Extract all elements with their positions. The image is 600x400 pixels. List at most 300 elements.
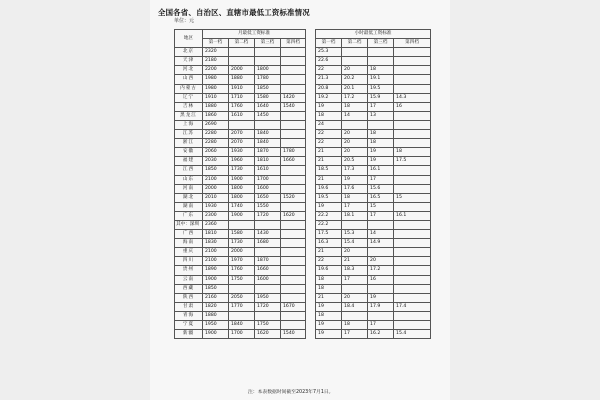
region-cell: 山西	[175, 75, 203, 84]
monthly-tier-1-cell: 1810	[203, 230, 229, 239]
column-gap	[306, 230, 316, 239]
region-cell: 安徽	[175, 148, 203, 157]
hourly-tier-3-cell: 20	[368, 257, 394, 266]
hourly-tier-1-cell: 18	[316, 111, 342, 120]
header-monthly: 月最低工资标准	[203, 30, 306, 39]
hourly-tier-4-cell	[394, 257, 431, 266]
monthly-tier-2-cell: 1800	[229, 193, 255, 202]
column-gap	[306, 84, 316, 93]
hourly-tier-2-cell: 18.1	[342, 211, 368, 220]
monthly-tier-2-cell: 1700	[229, 330, 255, 339]
monthly-tier-2-cell: 1730	[229, 239, 255, 248]
monthly-tier-1-cell: 1980	[203, 75, 229, 84]
hourly-tier-4-cell: 15	[394, 193, 431, 202]
hourly-tier-3-cell: 17	[368, 175, 394, 184]
monthly-tier-2-cell	[229, 120, 255, 129]
monthly-tier-1-cell: 2100	[203, 257, 229, 266]
monthly-tier-4-cell: 1520	[281, 193, 306, 202]
hourly-tier-4-cell	[394, 66, 431, 75]
monthly-tier-1-cell: 2100	[203, 175, 229, 184]
hourly-tier-2-cell: 18	[342, 102, 368, 111]
monthly-tier-3-cell: 1640	[255, 102, 281, 111]
hourly-tier-2-cell: 20.5	[342, 157, 368, 166]
hourly-tier-4-cell: 14.3	[394, 93, 431, 102]
hourly-tier-4-cell	[394, 166, 431, 175]
hourly-tier-3-cell: 19.5	[368, 84, 394, 93]
monthly-tier-3-cell	[255, 311, 281, 320]
table-row	[175, 184, 431, 193]
hourly-tier-4-cell: 16.1	[394, 211, 431, 220]
column-gap	[306, 175, 316, 184]
hourly-tier-3-cell: 18	[368, 130, 394, 139]
column-gap	[306, 211, 316, 220]
monthly-tier-3-cell: 1450	[255, 111, 281, 120]
hourly-tier-1-cell: 17.5	[316, 230, 342, 239]
hourly-tier-4-cell	[394, 184, 431, 193]
monthly-tier-4-cell	[281, 257, 306, 266]
monthly-tier-3-cell: 1600	[255, 275, 281, 284]
table-row	[175, 211, 431, 220]
table-body	[175, 48, 431, 339]
hourly-tier-3-cell: 19	[368, 157, 394, 166]
column-gap	[306, 130, 316, 139]
table-row	[175, 266, 431, 275]
region-cell: 贵州	[175, 266, 203, 275]
monthly-tier-2-cell: 1730	[229, 166, 255, 175]
monthly-tier-3-cell: 1870	[255, 148, 281, 157]
monthly-tier-2-cell: 1710	[229, 93, 255, 102]
header-monthly-tier-2: 第二档	[229, 39, 255, 48]
hourly-tier-1-cell: 22.2	[316, 220, 342, 229]
monthly-tier-4-cell	[281, 184, 306, 193]
table-row	[175, 275, 431, 284]
monthly-tier-3-cell: 1870	[255, 257, 281, 266]
monthly-tier-1-cell: 2100	[203, 248, 229, 257]
hourly-tier-4-cell: 18	[394, 148, 431, 157]
table-row	[175, 175, 431, 184]
region-cell: 广东	[175, 211, 203, 220]
monthly-tier-1-cell: 2200	[203, 66, 229, 75]
table-row	[175, 202, 431, 211]
header-hourly-tier-4: 第四档	[394, 39, 431, 48]
hourly-tier-2-cell: 19	[342, 175, 368, 184]
monthly-tier-3-cell	[255, 48, 281, 57]
monthly-tier-1-cell: 2060	[203, 148, 229, 157]
table-row	[175, 130, 431, 139]
monthly-tier-2-cell: 1770	[229, 302, 255, 311]
table-row	[175, 330, 431, 339]
monthly-tier-2-cell	[229, 284, 255, 293]
region-cell: 辽宁	[175, 93, 203, 102]
monthly-tier-4-cell: 1540	[281, 102, 306, 111]
hourly-tier-1-cell: 19.5	[316, 193, 342, 202]
hourly-tier-3-cell: 17	[368, 102, 394, 111]
table-row	[175, 302, 431, 311]
region-cell: 湖南	[175, 202, 203, 211]
hourly-tier-4-cell	[394, 75, 431, 84]
monthly-tier-3-cell: 1650	[255, 193, 281, 202]
hourly-tier-3-cell: 16.2	[368, 330, 394, 339]
table-row	[175, 93, 431, 102]
hourly-tier-1-cell: 19	[316, 102, 342, 111]
unit-label: 单位：元	[174, 18, 195, 24]
monthly-tier-2-cell: 1750	[229, 275, 255, 284]
hourly-tier-3-cell	[368, 220, 394, 229]
table-row	[175, 321, 431, 330]
region-cell: 新疆	[175, 330, 203, 339]
region-cell: 北京	[175, 48, 203, 57]
monthly-tier-1-cell: 1860	[203, 111, 229, 120]
region-cell: 黑龙江	[175, 111, 203, 120]
monthly-tier-1-cell: 1910	[203, 93, 229, 102]
hourly-tier-1-cell: 21	[316, 293, 342, 302]
monthly-tier-4-cell	[281, 120, 306, 129]
monthly-tier-4-cell: 1540	[281, 330, 306, 339]
hourly-tier-4-cell	[394, 284, 431, 293]
column-gap	[306, 30, 316, 48]
monthly-tier-3-cell: 1720	[255, 211, 281, 220]
hourly-tier-1-cell: 25.3	[316, 48, 342, 57]
column-gap	[306, 166, 316, 175]
table-row	[175, 102, 431, 111]
monthly-tier-1-cell: 1880	[203, 311, 229, 320]
header-hourly: 小时最低工资标准	[316, 30, 431, 39]
monthly-tier-4-cell	[281, 248, 306, 257]
hourly-tier-4-cell	[394, 111, 431, 120]
table-row	[175, 166, 431, 175]
table-row	[175, 139, 431, 148]
region-cell: 浙江	[175, 139, 203, 148]
region-cell: 天津	[175, 57, 203, 66]
header-hourly-tier-1: 第一档	[316, 39, 342, 48]
table-row	[175, 193, 431, 202]
header-monthly-tier-3: 第三档	[255, 39, 281, 48]
region-cell: 福建	[175, 157, 203, 166]
hourly-tier-4-cell	[394, 293, 431, 302]
header-monthly-tier-1: 第一档	[203, 39, 229, 48]
monthly-tier-3-cell: 1950	[255, 293, 281, 302]
hourly-tier-1-cell: 21.3	[316, 75, 342, 84]
hourly-tier-4-cell	[394, 230, 431, 239]
region-cell: 湖北	[175, 193, 203, 202]
table-row	[175, 57, 431, 66]
hourly-tier-3-cell: 19.1	[368, 75, 394, 84]
hourly-tier-2-cell: 18	[342, 321, 368, 330]
region-cell: 吉林	[175, 102, 203, 111]
hourly-tier-1-cell: 19	[316, 330, 342, 339]
footnote: 注：本表数据时间截至2023年7月1日。	[248, 390, 334, 395]
hourly-tier-3-cell	[368, 311, 394, 320]
region-cell: 青海	[175, 311, 203, 320]
monthly-tier-1-cell: 1930	[203, 202, 229, 211]
region-cell: 重庆	[175, 248, 203, 257]
hourly-tier-3-cell: 17.9	[368, 302, 394, 311]
hourly-tier-2-cell: 17	[342, 275, 368, 284]
monthly-tier-1-cell: 1900	[203, 275, 229, 284]
hourly-tier-2-cell: 20.2	[342, 75, 368, 84]
hourly-tier-3-cell: 17.2	[368, 266, 394, 275]
hourly-tier-2-cell: 17	[342, 330, 368, 339]
column-gap	[306, 266, 316, 275]
hourly-tier-1-cell: 21	[316, 157, 342, 166]
region-cell: 海南	[175, 239, 203, 248]
monthly-tier-3-cell: 1550	[255, 202, 281, 211]
monthly-tier-1-cell: 2320	[203, 48, 229, 57]
monthly-tier-2-cell: 1880	[229, 75, 255, 84]
column-gap	[306, 275, 316, 284]
hourly-tier-1-cell: 22.6	[316, 57, 342, 66]
hourly-tier-3-cell: 19	[368, 293, 394, 302]
hourly-tier-2-cell: 15.4	[342, 239, 368, 248]
monthly-tier-4-cell	[281, 84, 306, 93]
region-cell: 内蒙古	[175, 84, 203, 93]
hourly-tier-4-cell	[394, 175, 431, 184]
monthly-tier-4-cell	[281, 220, 306, 229]
hourly-tier-3-cell: 17	[368, 211, 394, 220]
monthly-tier-2-cell: 1910	[229, 84, 255, 93]
hourly-tier-4-cell	[394, 84, 431, 93]
column-gap	[306, 184, 316, 193]
hourly-tier-4-cell	[394, 248, 431, 257]
hourly-tier-3-cell: 18	[368, 66, 394, 75]
hourly-tier-1-cell: 18	[316, 311, 342, 320]
monthly-tier-3-cell: 1620	[255, 330, 281, 339]
table-row	[175, 248, 431, 257]
hourly-tier-3-cell: 17	[368, 321, 394, 330]
column-gap	[306, 157, 316, 166]
region-cell: 西藏	[175, 284, 203, 293]
monthly-tier-3-cell: 1680	[255, 239, 281, 248]
table-row	[175, 75, 431, 84]
hourly-tier-3-cell: 14.9	[368, 239, 394, 248]
monthly-tier-3-cell: 1700	[255, 175, 281, 184]
monthly-tier-2-cell: 1960	[229, 157, 255, 166]
hourly-tier-1-cell: 21	[316, 175, 342, 184]
monthly-tier-2-cell: 1930	[229, 148, 255, 157]
hourly-tier-4-cell	[394, 321, 431, 330]
monthly-tier-4-cell	[281, 202, 306, 211]
hourly-tier-1-cell: 21	[316, 248, 342, 257]
column-gap	[306, 321, 316, 330]
column-gap	[306, 193, 316, 202]
table-row	[175, 84, 431, 93]
monthly-tier-3-cell: 1800	[255, 66, 281, 75]
hourly-tier-4-cell	[394, 266, 431, 275]
hourly-tier-1-cell: 20.8	[316, 84, 342, 93]
hourly-tier-3-cell: 16	[368, 275, 394, 284]
hourly-tier-1-cell: 21	[316, 148, 342, 157]
hourly-tier-1-cell: 16.3	[316, 239, 342, 248]
column-gap	[306, 257, 316, 266]
monthly-tier-4-cell	[281, 311, 306, 320]
monthly-tier-3-cell: 1840	[255, 130, 281, 139]
hourly-tier-2-cell: 20	[342, 66, 368, 75]
monthly-tier-4-cell	[281, 75, 306, 84]
monthly-tier-2-cell: 2000	[229, 248, 255, 257]
hourly-tier-4-cell	[394, 120, 431, 129]
hourly-tier-3-cell: 16.5	[368, 193, 394, 202]
hourly-tier-2-cell: 20	[342, 130, 368, 139]
monthly-tier-1-cell: 1950	[203, 321, 229, 330]
monthly-tier-4-cell: 1620	[281, 211, 306, 220]
column-gap	[306, 75, 316, 84]
hourly-tier-1-cell: 24	[316, 120, 342, 129]
hourly-tier-3-cell	[368, 248, 394, 257]
monthly-tier-4-cell	[281, 175, 306, 184]
monthly-tier-1-cell: 1820	[203, 302, 229, 311]
hourly-tier-2-cell: 20	[342, 139, 368, 148]
hourly-tier-2-cell	[342, 48, 368, 57]
table-row	[175, 239, 431, 248]
monthly-tier-4-cell: 1660	[281, 157, 306, 166]
region-cell: 江苏	[175, 130, 203, 139]
document-title: 全国各省、自治区、直辖市最低工资标准情况	[158, 8, 310, 17]
hourly-tier-3-cell: 15.9	[368, 93, 394, 102]
monthly-tier-1-cell: 2360	[203, 220, 229, 229]
hourly-tier-1-cell: 22.2	[316, 211, 342, 220]
hourly-tier-3-cell: 19	[368, 148, 394, 157]
monthly-tier-1-cell: 2690	[203, 120, 229, 129]
hourly-tier-3-cell	[368, 120, 394, 129]
monthly-tier-1-cell: 1890	[203, 266, 229, 275]
monthly-tier-3-cell	[255, 220, 281, 229]
hourly-tier-4-cell	[394, 130, 431, 139]
hourly-tier-1-cell: 22	[316, 66, 342, 75]
monthly-tier-3-cell: 1660	[255, 266, 281, 275]
region-cell: 河南	[175, 184, 203, 193]
hourly-tier-3-cell	[368, 57, 394, 66]
monthly-tier-3-cell: 1810	[255, 157, 281, 166]
hourly-tier-3-cell: 15.6	[368, 184, 394, 193]
hourly-tier-4-cell	[394, 311, 431, 320]
column-gap	[306, 330, 316, 339]
region-cell: 广西	[175, 230, 203, 239]
monthly-tier-4-cell	[281, 57, 306, 66]
monthly-tier-1-cell: 2000	[203, 184, 229, 193]
table-row	[175, 293, 431, 302]
monthly-tier-4-cell	[281, 130, 306, 139]
hourly-tier-2-cell	[342, 220, 368, 229]
monthly-tier-3-cell: 1840	[255, 139, 281, 148]
region-cell: 河北	[175, 66, 203, 75]
table-row	[175, 257, 431, 266]
header-hourly-tier-2: 第二档	[342, 39, 368, 48]
hourly-tier-1-cell: 19.6	[316, 266, 342, 275]
monthly-tier-2-cell	[229, 220, 255, 229]
table-row	[175, 66, 431, 75]
column-gap	[306, 57, 316, 66]
monthly-tier-1-cell: 1850	[203, 284, 229, 293]
monthly-tier-1-cell: 2280	[203, 130, 229, 139]
monthly-tier-2-cell: 1760	[229, 102, 255, 111]
column-gap	[306, 302, 316, 311]
monthly-tier-2-cell: 1610	[229, 111, 255, 120]
hourly-tier-2-cell	[342, 311, 368, 320]
monthly-tier-4-cell	[281, 284, 306, 293]
hourly-tier-1-cell: 19.2	[316, 93, 342, 102]
monthly-tier-2-cell: 1900	[229, 175, 255, 184]
monthly-tier-1-cell: 1880	[203, 102, 229, 111]
hourly-tier-2-cell: 21	[342, 257, 368, 266]
monthly-tier-1-cell: 1900	[203, 330, 229, 339]
monthly-tier-2-cell: 2050	[229, 293, 255, 302]
hourly-tier-4-cell	[394, 48, 431, 57]
table-row	[175, 284, 431, 293]
monthly-tier-3-cell	[255, 120, 281, 129]
monthly-tier-3-cell: 1610	[255, 166, 281, 175]
monthly-tier-3-cell: 1720	[255, 302, 281, 311]
hourly-tier-4-cell	[394, 275, 431, 284]
monthly-tier-4-cell	[281, 266, 306, 275]
hourly-tier-2-cell	[342, 57, 368, 66]
monthly-tier-4-cell	[281, 293, 306, 302]
monthly-tier-2-cell: 2070	[229, 130, 255, 139]
column-gap	[306, 202, 316, 211]
hourly-tier-1-cell: 22	[316, 257, 342, 266]
monthly-tier-2-cell: 1840	[229, 321, 255, 330]
monthly-tier-3-cell: 1750	[255, 321, 281, 330]
table-row	[175, 148, 431, 157]
hourly-tier-4-cell: 16	[394, 102, 431, 111]
monthly-tier-4-cell	[281, 166, 306, 175]
table-row	[175, 120, 431, 129]
region-cell: 上海	[175, 120, 203, 129]
monthly-tier-4-cell: 1780	[281, 148, 306, 157]
column-gap	[306, 293, 316, 302]
monthly-tier-2-cell	[229, 48, 255, 57]
table-row	[175, 311, 431, 320]
table-header-row	[175, 30, 431, 39]
table-row	[175, 230, 431, 239]
table-row	[175, 220, 431, 229]
monthly-tier-3-cell: 1430	[255, 230, 281, 239]
header-hourly-tier-3: 第三档	[368, 39, 394, 48]
monthly-tier-3-cell: 1850	[255, 84, 281, 93]
monthly-tier-4-cell	[281, 230, 306, 239]
column-gap	[306, 66, 316, 75]
monthly-tier-1-cell: 2160	[203, 293, 229, 302]
monthly-tier-1-cell: 1850	[203, 166, 229, 175]
hourly-tier-4-cell	[394, 57, 431, 66]
column-gap	[306, 48, 316, 57]
column-gap	[306, 220, 316, 229]
monthly-tier-2-cell: 1760	[229, 266, 255, 275]
column-gap	[306, 284, 316, 293]
table-row	[175, 157, 431, 166]
hourly-tier-2-cell: 18.3	[342, 266, 368, 275]
hourly-tier-4-cell	[394, 202, 431, 211]
monthly-tier-4-cell: 1420	[281, 93, 306, 102]
monthly-tier-2-cell	[229, 57, 255, 66]
table-subheader-row	[175, 39, 431, 48]
monthly-tier-4-cell	[281, 48, 306, 57]
column-gap	[306, 248, 316, 257]
hourly-tier-2-cell	[342, 284, 368, 293]
hourly-tier-3-cell: 16.1	[368, 166, 394, 175]
hourly-tier-1-cell: 18.5	[316, 166, 342, 175]
column-gap	[306, 93, 316, 102]
hourly-tier-4-cell: 17.5	[394, 157, 431, 166]
hourly-tier-2-cell: 20.1	[342, 84, 368, 93]
hourly-tier-4-cell: 17.4	[394, 302, 431, 311]
monthly-tier-4-cell	[281, 275, 306, 284]
hourly-tier-2-cell: 20	[342, 293, 368, 302]
hourly-tier-2-cell: 15.3	[342, 230, 368, 239]
hourly-tier-1-cell: 18	[316, 284, 342, 293]
hourly-tier-1-cell: 19	[316, 321, 342, 330]
monthly-tier-1-cell: 2030	[203, 157, 229, 166]
hourly-tier-4-cell	[394, 239, 431, 248]
